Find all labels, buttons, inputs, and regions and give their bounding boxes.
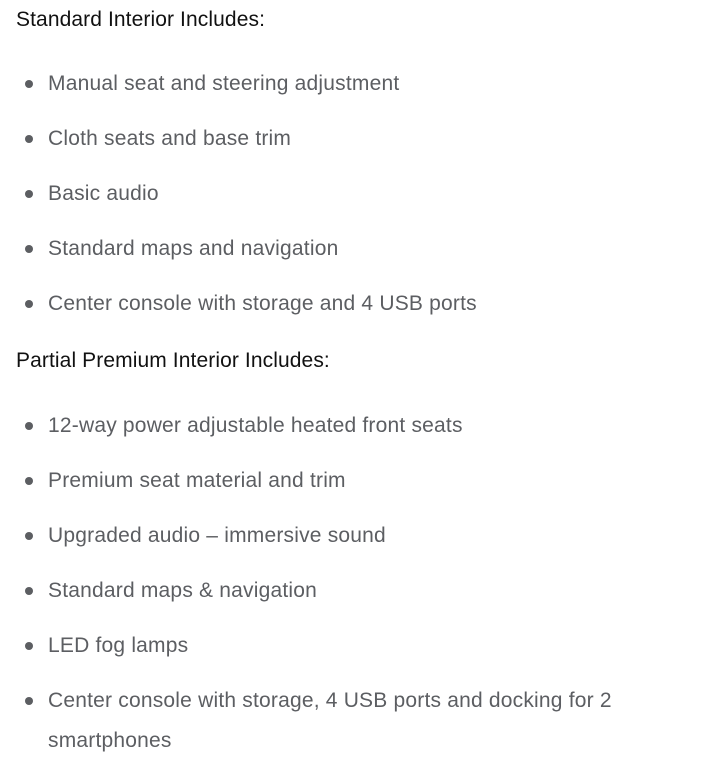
list-item xyxy=(0,229,720,269)
bullet-icon xyxy=(25,300,33,308)
bullet-icon xyxy=(25,245,33,253)
premium-interior-heading: Partial Premium Interior Includes: xyxy=(16,349,330,372)
standard-interior-list xyxy=(0,64,720,324)
list-item-text: Basic audio xyxy=(48,182,159,205)
list-item-text: Standard maps and navigation xyxy=(48,237,339,260)
bullet-icon xyxy=(25,477,33,485)
list-item xyxy=(0,516,720,556)
list-item xyxy=(0,284,720,324)
list-item-text: Manual seat and steering adjustment xyxy=(48,72,400,95)
bullet-icon xyxy=(25,135,33,143)
standard-interior-heading: Standard Interior Includes: xyxy=(16,8,266,31)
list-item xyxy=(0,406,720,446)
list-item xyxy=(0,626,720,666)
bullet-icon xyxy=(25,587,33,595)
list-item xyxy=(0,174,720,214)
list-item xyxy=(0,681,720,761)
bullet-icon xyxy=(25,80,33,88)
list-item-text: LED fog lamps xyxy=(48,634,189,657)
bullet-icon xyxy=(25,642,33,650)
bullet-icon xyxy=(25,190,33,198)
list-item xyxy=(0,461,720,501)
premium-interior-list xyxy=(0,406,720,761)
list-item xyxy=(0,571,720,611)
bullet-icon xyxy=(25,422,33,430)
list-item-text: Premium seat material and trim xyxy=(48,469,346,492)
list-item xyxy=(0,64,720,104)
list-item xyxy=(0,119,720,159)
bullet-icon xyxy=(25,532,33,540)
bullet-icon xyxy=(25,697,33,705)
list-item-text: Center console with storage, 4 USB ports and docking for 2 smartphones xyxy=(48,689,612,752)
list-item-text: Upgraded audio – immersive sound xyxy=(48,524,386,547)
list-item-text: 12-way power adjustable heated front seats xyxy=(48,414,463,437)
list-item-text: Cloth seats and base trim xyxy=(48,127,292,150)
list-item-text: Standard maps & navigation xyxy=(48,579,318,602)
list-item-text: Center console with storage and 4 USB ports xyxy=(48,292,477,315)
